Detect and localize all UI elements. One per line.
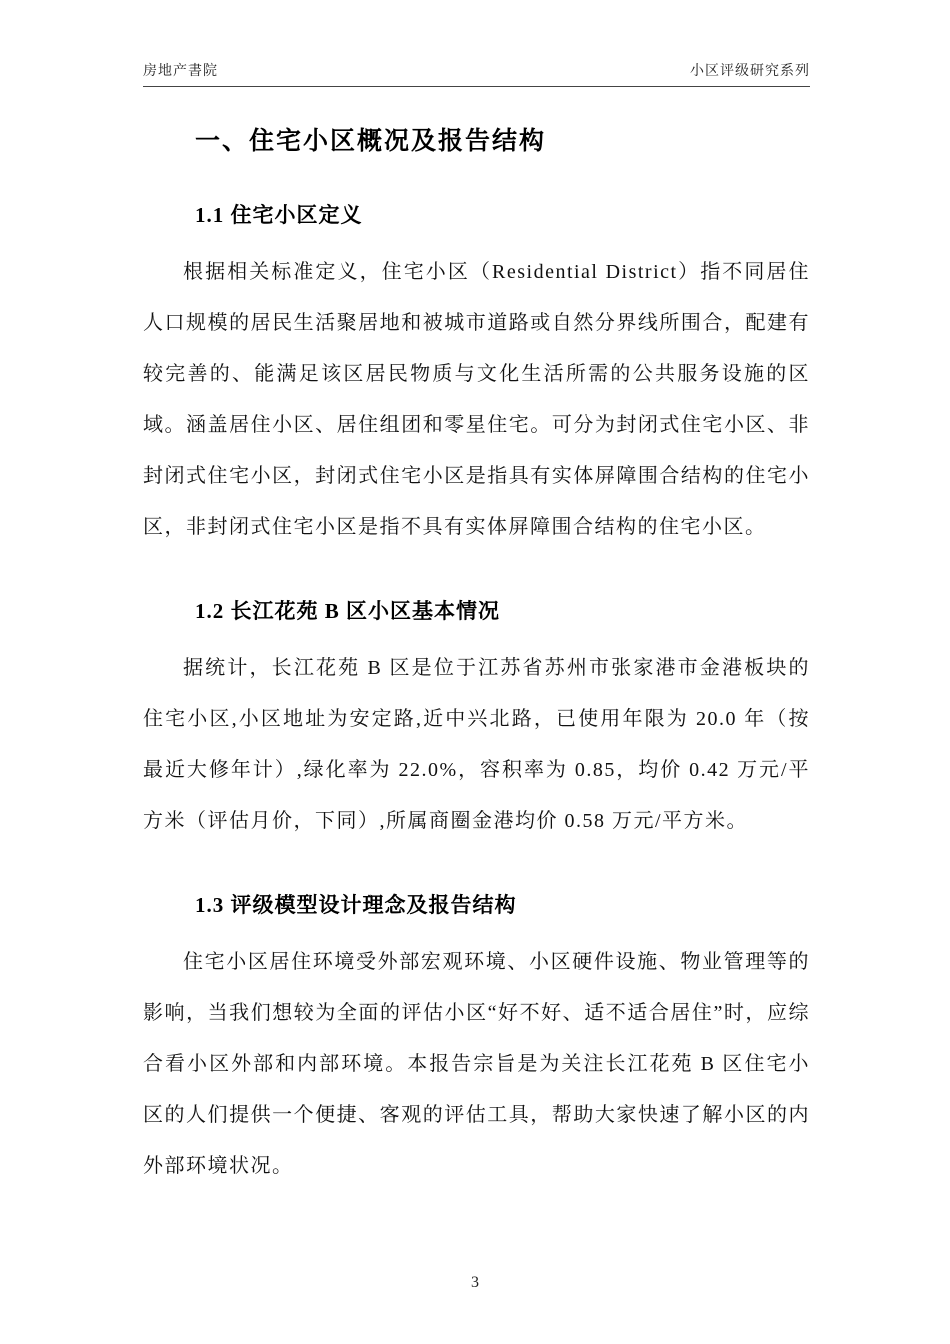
page-footer <box>0 1274 950 1292</box>
page-number: 3 <box>471 1274 479 1291</box>
section-heading-1-3: 1.3 评级模型设计理念及报告结构 <box>195 893 517 917</box>
page-content <box>143 60 810 1192</box>
page-title: 一、住宅小区概况及报告结构 <box>195 128 547 155</box>
section-body-1-1: 根据相关标准定义，住宅小区（Residential District）指不同居住人口规模的居民生活聚居地和被城市道路或自然分界线所围合，配建有较完善的、能满足该区居民物质与文化生活所需的公共服务设施的区域。涵盖居住小区、居住组团和零星住宅。可分为封闭式住宅小区、非封闭式住宅小区，封闭式住宅小区是指具有实体屏障围合结构的住宅小区，非封闭式住宅小区是指不具有实体屏障围合结构的住宅小区。 <box>143 261 810 538</box>
section-body-1-3: 住宅小区居住环境受外部宏观环境、小区硬件设施、物业管理等的影响，当我们想较为全面的评估小区“好不好、适不适合居住”时，应综合看小区外部和内部环境。本报告宗旨是为关注长江花苑 B 区住宅小区的人们提供一个便捷、客观的评估工具，帮助大家快速了解小区的内外部环境状况。 <box>143 951 810 1177</box>
section-heading-1-2: 1.2 长江花苑 B 区小区基本情况 <box>195 599 501 623</box>
page-header <box>143 60 810 87</box>
section-heading-1-1: 1.1 住宅小区定义 <box>195 203 363 227</box>
header-left-text: 房地产書院 <box>143 64 218 79</box>
section-body-1-2: 据统计，长江花苑 B 区是位于江苏省苏州市张家港市金港板块的住宅小区,小区地址为安定路,近中兴北路，已使用年限为 20.0 年（按最近大修年计）,绿化率为 22.0%，容积率为 0.85，均价 0.42 万元/平方米（评估月价，下同）,所属商圈金港均价 0.58 万元/平方米。 <box>143 657 810 832</box>
header-right-text: 小区评级研究系列 <box>690 64 810 79</box>
